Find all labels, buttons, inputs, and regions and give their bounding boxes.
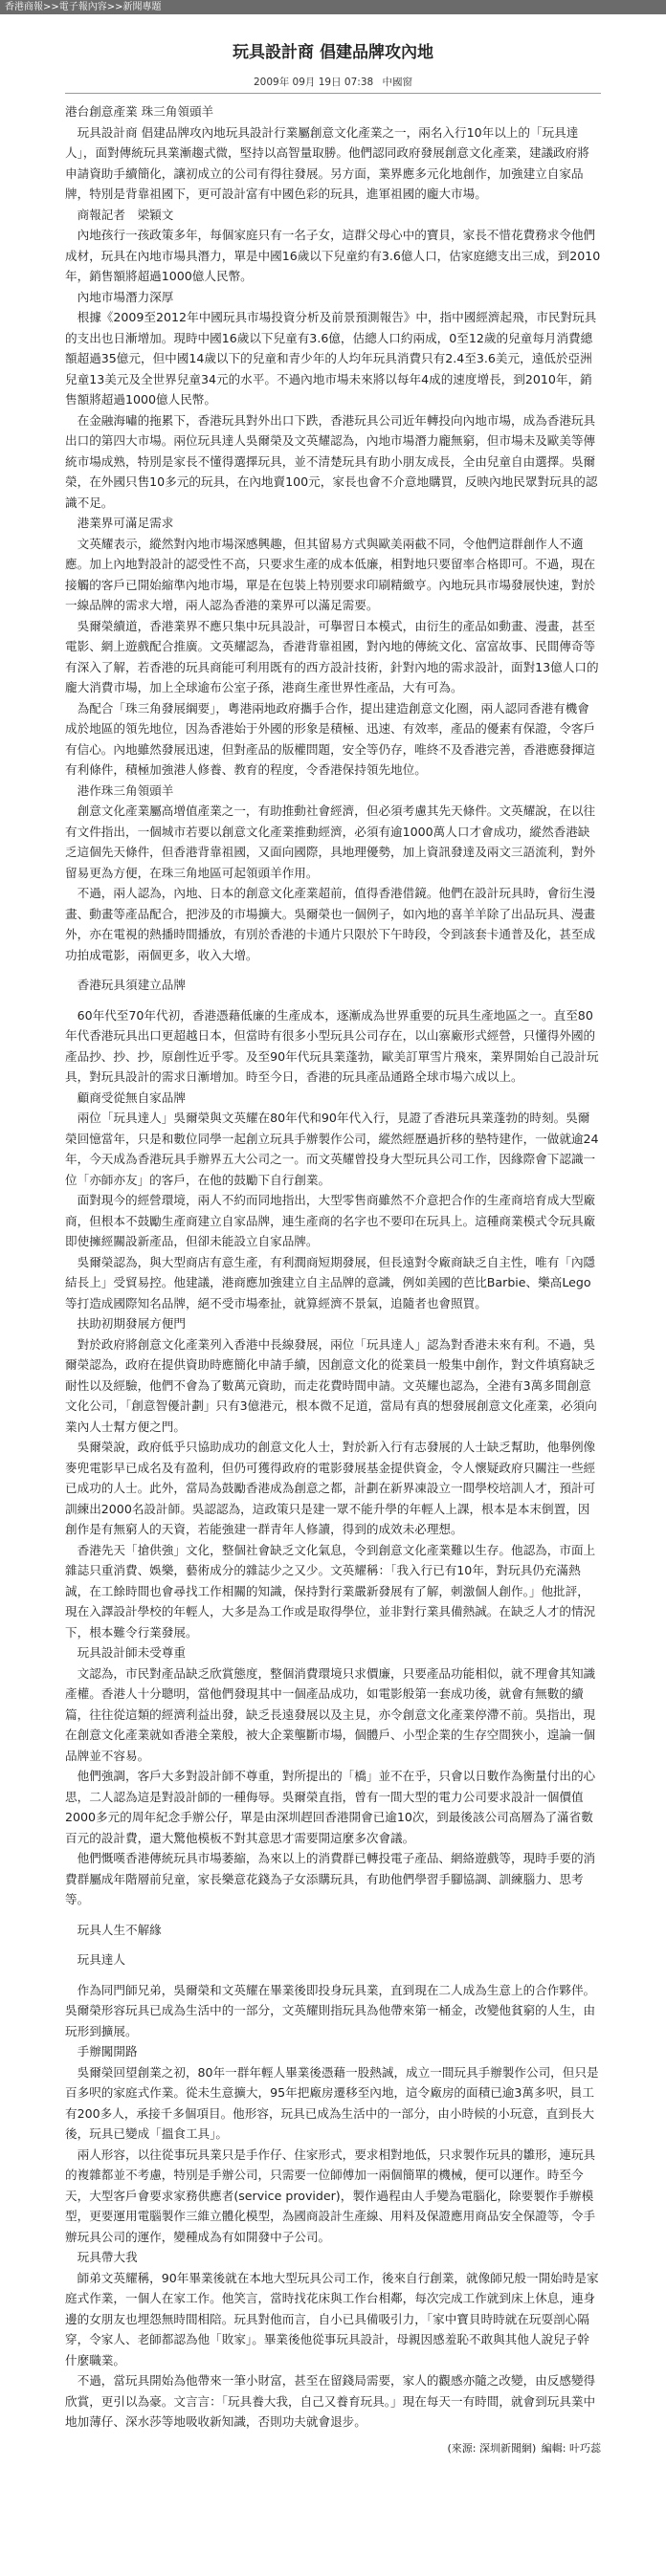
article-paragraph: 不過，當玩具開始為他帶來一筆小財富，甚至在留錢局需要，家人的觀感亦隨之改變，由反感變得欣賞，更引以為豪。文言言：「玩具養大我，自己又養育玩具。」現在每天一有時間，就會到玩具業中地加薄仔、深水莎等地吸收新知識，否則功夫就會退步。 [65,2373,596,2429]
article-paragraph: 香港玩具須建立品牌 [65,978,186,992]
article-paragraph: 玩具設計師未受尊重 [65,1645,186,1660]
article-paragraph: 內地孩行一孩政策多年，每個家庭只有一名子女，這群父母心中的寶貝，家長不惜花費務求令他們成材，玩具在內地市場具潛力，單是中國16歲以下兒童約有3.6億人口，估家庭總支出三成，到2010年，銷售額將超過1000億人民幣。 [65,228,601,283]
breadcrumb-link-epaper[interactable]: 電子報內容 [58,2,107,12]
breadcrumb [0,0,666,14]
article-title: 玩具設計商 倡建品牌攻內地 [233,43,433,62]
article-body [65,101,601,2433]
article-paragraph: 60年代至70年代初，香港憑藉低廉的生產成本，逐漸成為世界重要的玩具生產地區之一。直至80年代香港玩具出口更超越日本，但當時有很多小型玩具公司存在，以山寨廠形式經營，只懂得外國的產品抄、抄、抄，原創性近乎零。及至90年代玩具業蓬勃，歐美訂單雪片飛來，業界開始自己設計玩具，對玩具設計的需求日漸增加。時至今日，香港的玩具產品通路全球市場六成以上。 [65,1007,599,1084]
paragraph-gap [65,965,601,975]
article-paragraph: 吳爾榮續道，香港業界不應只集中玩具設計，可擧習日本模式，由衍生的產品如動畫、漫畫，甚至電影、網上遊戲配合推廣。文英耀認為，香港背靠祖國，對內地的傳統文化、富富故事、民間傳奇等有深入了解，若香港的玩具商能可利用既有的西方設計技術，針對內地的需求設計，面對13億人口的龐大消費市場，加上全球逾布公室子孫，港商生產世界性產品，大有可為。 [65,618,599,694]
article-footer [65,2438,601,2459]
article-paragraph: 玩具設計商 倡建品牌攻內地玩具設計行業屬創意文化產業之一，兩名入行10年以上的「玩具達人」，面對傳統玩具業漸趨式微，堅持以高智量取勝。他們認同政府發展創意文化產業，建議政府將申請資助手續簡化，讓初成立的公司有得往發展。另方面，業界應多元化地創作，加強建立自家品牌，特別是背靠祖國下，更可設計富有中國色彩的玩具，進軍祖國的龐大市場。 [65,124,589,201]
article-paragraph: 創意文化產業屬高增值產業之一，有助推動社會經濟，但必須考慮其先天條件。文英耀說，在以往有文件指出，一個城市若要以創意文化產業推動經濟，必須有逾1000萬人口才會成功，縱然香港缺乏這個先天條件，但香港背靠祖國，又面向國際，具地理優勢，加上資訊發達及兩文三語流利，對外留易更為方便，在珠三角地區可起領頭羊作用。 [65,804,596,880]
article-paragraph: 吳爾榮說，政府低乎只協助成功的創意文化人士，對於新入行有志發展的人士缺乏幫助，他舉例像麥兜電影早已成名及有盈利，但仍可獲得政府的電影發展基金提供資金，令人懷疑政府只關注一些經已成功的人士。此外，當局為鼓勵香港成為創意之都，計劃在新界凍設立一間學校培訓人才，預計可訓練出2000名設計師。吳認認為，這政策只是建一眾不能升學的年輕人上課，根本是本末倒置，因創作是有無窮人的天資，若能強建一群青年人修讀，得到的成效未必理想。 [65,1440,596,1536]
article-paragraph: 文認為，市民對產品缺乏欣賞態度，整個消費環境只求價廉，只要產品功能相似，就不理會其知識產權。香港人十分聰明，當他們發現其中一個產品成功，如電影般第一套成功後，就會有無數的續篇，往往從這類的經濟利益出發，缺乏長遠發展以及主見，亦令創意文化產業停滯不前。吳指出，現在創意文化產業就如香港全業般，被大企業壟斷市場，個體戶、小型企業的生存空間狹小，遑論一個品牌並不容易。 [65,1665,596,1763]
paragraph-gap [65,1910,601,1920]
article-paragraph: 他們慨嘆香港傳統玩具市場萎縮，為來以上的消費群已轉投電子產品、網絡遊戲等，現時手要的消費群屬成年階層前兒童，家長樂意花錢為子女添購玩具，有助他們學習手腳協調、訓練腦力、思考等。 [65,1851,596,1906]
article [65,14,601,2458]
paragraph-gap [65,1940,601,1949]
footer-editor: 編輯: 叶巧蕊 [541,2441,601,2455]
article-paragraph: 對於政府將創意文化產業列入香港中長線發展，兩位「玩具達人」認為對香港未來有利。不過，吳爾榮認為，政府在提供資助時應簡化申請手續，因創意文化的從業員一般集中創作，對文件填寫缺乏耐性以及經驗，他們不會為了數萬元資助，而走花費時間申請。文英耀也認為，全港有3萬多間創意文化公司，「創意智優計劃」只有3億港元，根本微不足道，當局有真的想發展創意文化產業，必須向業內人士幫方便之門。 [65,1336,597,1434]
paragraph-gap [65,1971,601,1980]
article-paragraph: 手辦闖開路 [65,2044,138,2059]
breadcrumb-link-home[interactable]: 香港商報 [5,2,43,12]
footer-source: (來源: 深圳新聞網) [447,2441,537,2455]
article-paragraph: 港作珠三角領頭羊 [65,782,174,798]
article-paragraph: 吳爾榮認為，與大型商店有意生產，有利潤商短期發展，但長遠對令廠商缺乏自主性，唯有「內隱結長上」受貿易控。他建議，港商應加強建立自主品牌的意識，例如美國的芭比Barbie、樂高Lego等打造成國際知名品牌，絕不受市場牽扯，就算經濟不景氣，追隨者也會照買。 [65,1254,596,1310]
article-paragraph: 玩具帶大我 [65,2250,138,2264]
article-paragraph: 港台創意產業 珠三角領頭羊 [65,104,214,119]
paragraph-gap [65,996,601,1005]
article-paragraph: 兩人形容，以往從事玩具業只是手作仔、住家形式，要求相對地低，只求製作玩具的雛形，連玩具的複雜都並不考慮，特別是手辦公司，只需要一位師傅加一兩個簡單的機械，便可以運作。時至今天，大型客戶會要求家務供應者(service provider)，製作過程由人手變為電腦化，除要製作手辦模型，更要運用電腦製作三維立體化模型，為國商設計生產線、用料及保證應用商品安全保證等，令手辦玩具公司的運作，變種成為有如開發中子公司。 [65,2147,596,2244]
breadcrumb-separator: >> [43,2,59,12]
article-paragraph: 港業界可滿足需求 [65,516,174,530]
article-paragraph: 作為同門師兄弟，吳爾榮和文英耀在畢業後即投身玩具業，直到現在二人成為生意上的合作夥伴。吳爾榮形容玩具已成為生活中的一部分，文英耀則指玩具為他帶來第一桶金，改變他貧窮的人生，由玩形到擴展。 [65,1982,596,2038]
breadcrumb-link-feature[interactable]: 新聞專題 [122,2,162,12]
article-paragraph: 為配合「珠三角發展綱要」，粵港兩地政府攜手合作，提出建造創意文化圈，兩人認同香港有機會成於地區的領先地位，因為香港始于外國的形象是積極、迅速、有效率，產品的優素有保證，令客戶有信心。內地雖然發展迅速，但對產品的版權問題，安全等仍存，唯終不及香港完善，香港應發揮這有利條件，積極加強港人修養、教育的程度，令香港保持領先地位。 [65,700,596,777]
article-paragraph: 兩位「玩具達人」吳爾榮與文英耀在80年代和90年代入行，見證了香港玩具業蓬勃的時刻。吳爾榮回憶當年，只是和數位同學一起創立玩具手辦製作公司，縱然經歷過折移的墊特建作，一做就逾24年，今天成為香港玩具手辦界五大公司之一。而文英耀曾投身大型玩具公司工作，因緣際會下認識一位「亦師亦友」的客戶，在他的鼓勵下自行創業。 [65,1111,599,1187]
article-meta [65,76,601,93]
article-paragraph: 不過，兩人認為，內地、日本的創意文化產業超前，值得香港借鏡。他們在設計玩具時，會衍生漫畫、動畫等產品配合，把涉及的市場擴大。吳爾榮也一個例子，如內地的喜羊羊除了出品玩具、漫畫外，亦在電視的熱播時間播放，有別於香港的卡通片只限於下午時段，令到該套卡通普及化，甚至成功拍成電影，兩個更多，收入大增。 [65,886,596,962]
article-paragraph: 商報記者 梁穎文 [65,207,174,222]
article-paragraph: 香港先天「搶供強」文化，整個社會缺乏文化氣息，令到創意文化產業難以生存。他認為，市面上雜誌只重消費、娛樂，藝術成分的雜誌少之又少。文英耀稱：「我入行已有10年，對玩具仍充滿熱誠，在工餘時間也會尋找工作相關的知識，保持對行業嚴新發展有了解，刺激個人創作。」他批評，現在入譯設計學校的年輕人，大多是為工作或是取得學位，並非對行業具備熱誠。在缺乏人才的情況下，根本難令行業發展。 [65,1542,596,1640]
article-source: 中國窗 [382,77,413,88]
article-paragraph: 扶助初期發展方便門 [65,1316,186,1331]
article-paragraph: 玩具人生不解緣 [65,1922,162,1937]
article-paragraph: 他們強調，客戶大多對設計師不尊重，對所提出的「橋」並不在乎，只會以日數作為衡量付出的心思，二人認為這是對設計師的一種侮辱。吳爾榮直指，曾有一間大型的電力公司要求設計一個價值2000多元的周年紀念手辦公仔，單是由深圳趕回香港開會已逾10次，到最後該公司高層為了滿省數百元的設計費，還大驚他模板不對其意思才需要開這麼多次會議。 [65,1769,596,1845]
article-paragraph: 面對現今的經營環境，兩人不約而同地指出，大型零售商雖然不介意把合作的生產商培育成大型廠商，但根本不鼓勵生產商建立自家品牌，連生產商的名字也不要印在玩具上。這種商業模式令玩具廠即使擁經關設新產品，但卻未能設立自家品牌。 [65,1193,596,1248]
article-paragraph: 顧商受從無自家品牌 [65,1090,186,1105]
article-paragraph: 根據《2009至2012年中國玩具市場投資分析及前景預測報告》中，指中國經濟起飛，市民對玩具的支出也日漸增加。現時中國16歲以下兒童有3.6億，估總人口約兩成，0至12歲的兒童每月消費總額超過35億元，但中國14歲以下的兒童和青少年的人均年玩具消費只有2.4至3.6美元，遠低於亞洲兒童13美元及全世界兒童34元的水平。不過內地市場未來將以每年4成的速度增長，到2010年，銷售額將超過1000億人民幣。 [65,310,597,407]
article-paragraph: 文英耀表示，縱然對內地市場深感興趣，但其留易方式與歐美兩截不同，令他們這群創作人不適應。加上內地對設計的認受性不高，只要求生產的成本低廉，相對地只要留率合格即可。不過，現在接觸的客戶已開始縮準內地市場，單是在包裝上特別要求印刷精緻亨。內地玩具市場發展快速，對於一線品牌的需求大增，兩人認為香港的業界可以滿足需要。 [65,536,596,612]
title-divider [65,93,601,94]
article-paragraph: 玩具達人 [65,1952,125,1967]
article-paragraph: 師弟文英耀稱，90年畢業後就在本地大型玩具公司工作，後來自行創業，就像師兄般一開始時是家庭式作業，一個人在家工作。他笑言，當時找花床與工作台相鄰，每次完成工作就到床上休息，連身邊的女朋友也埋怨無時間相陪。玩具對他而言，自小已具備吸引力，「家中寶貝時時就在玩耍剖心隔穿，令家人、老師都認為他「敗家」。畢業後他從事玩具設計，母親因感羞恥不敢與其他人說兒子幹什麼職業。 [65,2270,599,2367]
article-paragraph: 內地市場潛力深厚 [65,289,174,304]
article-paragraph: 吳爾榮回望創業之初，80年一群年輕人畢業後憑藉一股熱誠，成立一間玩具手辦製作公司，但只是百多呎的家庭式作業。從未生意擴大，95年把廠房遷移至內地，這令廠房的面積已逾3萬多呎，員工有200多人，承接千多個項目。他形容，玩具已成為生活中的一部分，由小時候的小玩意，直到長大後，玩具已變成「搵食工具」。 [65,2064,599,2141]
article-date: 2009年 09月 19日 07:38 [253,77,374,88]
article-paragraph: 在金融海嘯的拖累下，香港玩具對外出口下跌，香港玩具公司近年轉投向內地市場，成為香港玩具出口的第四大市場。兩位玩具達人吳爾榮及文英耀認為，內地市場潛力龐無窮，但市場未及歐美等傳統市場成熟，特別是家長不懂得選擇玩具，並不清楚玩具有助小朋友成長，全由兒童自由選擇。吳爾榮，在外國只售10多元的玩具，在內地賣100元，家長也會不介意地購買，反映內地民眾對玩具的認識不足。 [65,412,598,510]
breadcrumb-separator: >> [106,2,123,12]
